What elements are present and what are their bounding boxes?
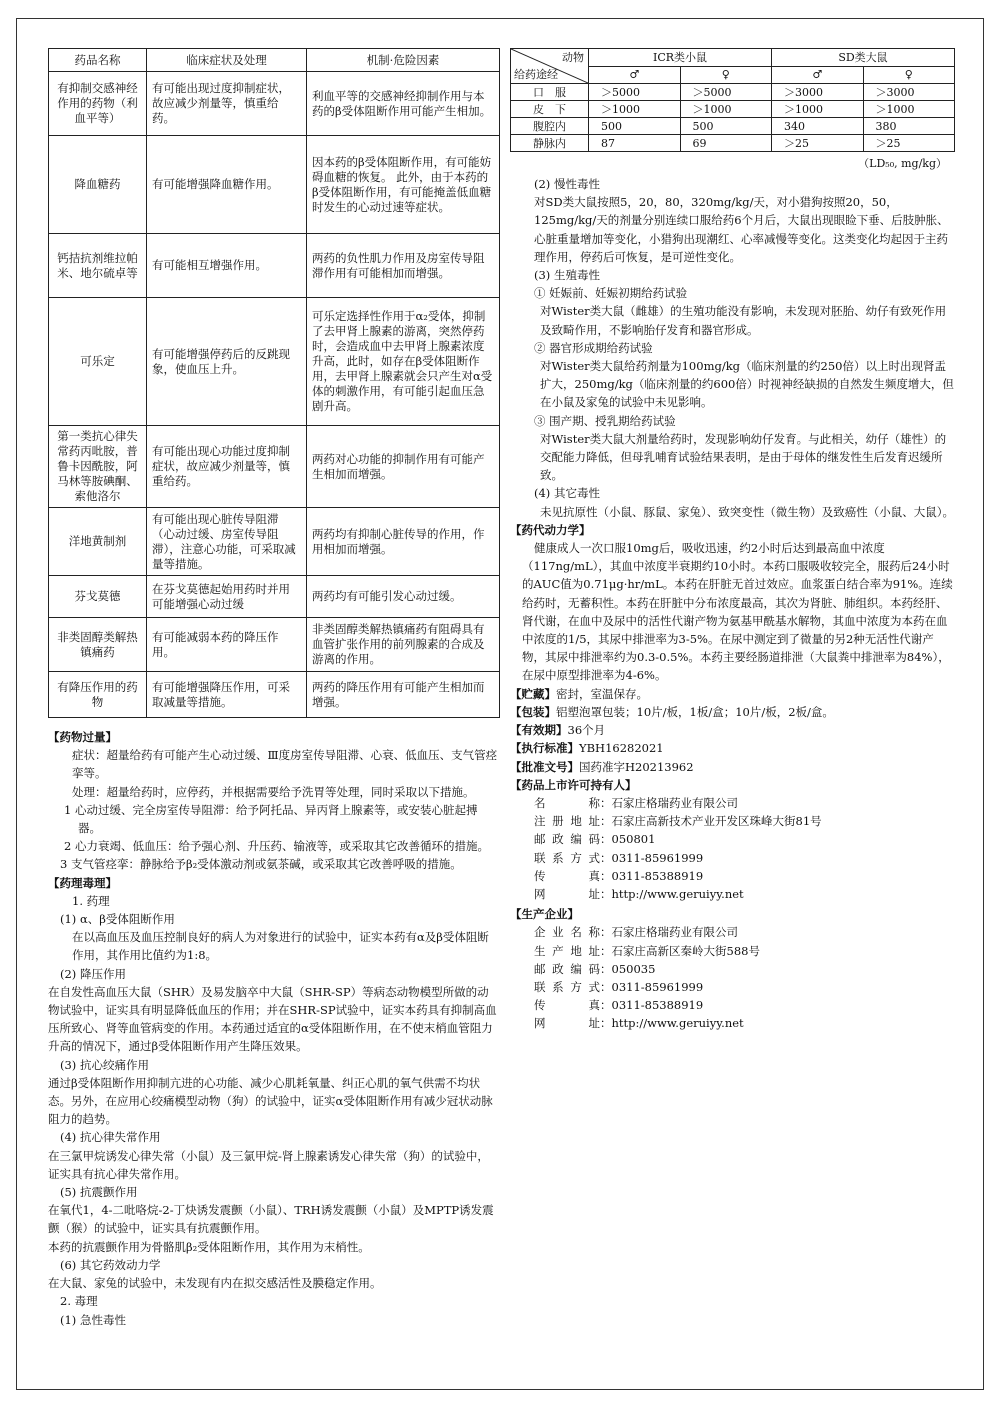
text-line: 对Wister类大鼠给药剂量为100mg/kg（临床剂量的约250倍）以上时出现肾盂扩大，250mg/kg（临床剂量的约600倍）时视神经缺损的自然发生频度增大，但在小鼠及家兔的试验中未见影响。 — [540, 359, 954, 410]
ld50-value-cell: ＞25 — [772, 135, 864, 152]
manufacturer-title: 【生产企业】 — [510, 907, 579, 922]
text-line: ① 妊娠前、妊娠初期给药试验 — [534, 286, 688, 301]
text-line: 1. 药理 — [72, 893, 110, 908]
info-row — [510, 812, 955, 830]
ld50-value-cell: ＞5000 — [589, 84, 681, 101]
ld50-value-cell: ＞25 — [863, 135, 955, 152]
drug-name-cell: 洋地黄制剂 — [49, 508, 147, 576]
info-colon: ： — [600, 998, 612, 1013]
storage-section — [510, 685, 955, 776]
text-line: (1) 急性毒性 — [60, 1312, 126, 1327]
manufacturer-section — [510, 905, 955, 1032]
drug-name-cell: 非类固醇类解热镇痛药 — [49, 618, 147, 672]
symptom-cell: 有可能出现心功能过度抑制症状，故应减少剂量等，慎重给药。 — [147, 426, 307, 508]
info-key: 邮政编码 — [534, 961, 600, 976]
symptom-cell: 有可能增强降血糖作用。 — [147, 136, 307, 234]
package-text: 铝塑泡罩包装；10片/板，1板/盒；10片/板，2板/盒。 — [556, 704, 834, 719]
interaction-row — [49, 234, 500, 298]
standard-title: 【执行标准】 — [510, 741, 579, 756]
mechanism-cell: 非类固醇类解热镇痛药有阻碍具有血管扩张作用的前列腺素的合成及游离的作用。 — [307, 618, 500, 672]
pk-text: 健康成人一次口服10mg后，吸收迅速，约2小时后达到最高血中浓度（117ng/mL），其血中浓度半衰期约10小时。本药口服吸收较完全，服药后24小时的AUC值为0.71μg·hr/mL。本药在肝脏无首过效应。血浆蛋白结合率为91%。连续给药时，无蓄积性。本药在肝脏中分布浓度最高，其次为肾脏、肺组织。本药经肝、肾代谢，在血中及尿中的活性代谢产物为氨基甲酰基水解物，其血中浓度为本药在血中浓度的1/5，其尿中排泄率为3-5%。在尿中测定到了微量的另2种无活性代谢产物，其尿中排泄率约为0.3-0.5%。本药主要经肠道排泄（大鼠粪中排泄率为84%），在尿中原型排泄率为4-6%。 — [522, 541, 953, 683]
info-colon: ： — [600, 943, 612, 958]
interaction-table — [48, 48, 500, 718]
mechanism-cell: 两药的负性肌力作用及房室传导阻滞作用有可能相加而增强。 — [307, 234, 500, 298]
info-row — [510, 978, 955, 996]
symptom-cell: 在芬戈莫德起始用药时并用可能增强心动过缓 — [147, 576, 307, 618]
info-key: 企业名称 — [534, 925, 600, 940]
interaction-row — [49, 618, 500, 672]
text-line: (2) 慢性毒性 — [534, 177, 600, 191]
info-row — [510, 960, 955, 978]
info-key: 邮政编码 — [534, 832, 600, 847]
toxicity-section — [510, 175, 955, 521]
info-row — [510, 794, 955, 812]
symptom-cell: 有可能减弱本药的降压作用。 — [147, 618, 307, 672]
ld50-sex-male: ♂ — [589, 66, 681, 84]
info-value: 050035 — [611, 961, 656, 976]
info-key: 传真 — [534, 868, 600, 883]
ld50-sex-male: ♂ — [772, 66, 864, 84]
info-value: 0311-85388919 — [611, 998, 704, 1013]
info-colon: ： — [600, 961, 612, 976]
ld50-animal-label: 动物 — [562, 51, 584, 64]
left-column — [48, 48, 500, 1329]
info-colon: ： — [600, 850, 612, 865]
info-colon: ： — [600, 886, 612, 901]
info-row — [510, 849, 955, 867]
info-row — [510, 942, 955, 960]
ld50-table — [510, 48, 955, 152]
ld50-value-cell: ＞1000 — [589, 101, 681, 118]
drug-name-cell: 降血糖药 — [49, 136, 147, 234]
ld50-route-cell: 静脉内 — [511, 135, 589, 152]
drug-name-cell: 有抑制交感神经作用的药物（利血平等） — [49, 72, 147, 136]
text-line: (6) 其它药效动力学 — [60, 1257, 161, 1272]
interaction-table-header — [49, 49, 500, 72]
drug-name-cell: 可乐定 — [49, 298, 147, 426]
header-mechanism: 机制·危险因素 — [307, 49, 500, 72]
text-line: (3) 抗心绞痛作用 — [60, 1057, 149, 1072]
mechanism-cell: 两药的降压作用有可能产生相加而增强。 — [307, 672, 500, 718]
storage-text: 密封，室温保存。 — [556, 686, 648, 701]
interaction-row — [49, 508, 500, 576]
mechanism-cell: 因本药的β受体阻断作用，有可能妨碍血糖的恢复。 此外，由于本药的β受体阻断作用，有可能掩盖低血糖时发生的心动过速等症状。 — [307, 136, 500, 234]
storage-title: 【贮藏】 — [510, 686, 556, 701]
symptom-cell: 有可能出现心脏传导阻滞（心动过缓、房室传导阻滞），注意心功能，可采取减量等措施。 — [147, 508, 307, 576]
info-key: 传真 — [534, 998, 600, 1013]
text-line: 在三氯甲烷诱发心律失常（小鼠）及三氯甲烷-肾上腺素诱发心律失常（狗）的试验中，证实具有抗心律失常作用。 — [48, 1148, 489, 1181]
info-row — [510, 885, 955, 903]
ld50-route-cell: 口 服 — [511, 84, 589, 101]
text-line: 2 心力衰竭、低血压：给予强心剂、升压药、输液等，或采取其它改善循环的措施。 — [64, 839, 489, 854]
ld50-value-cell: ＞1000 — [772, 101, 864, 118]
symptom-cell: 有可能相互增强作用。 — [147, 234, 307, 298]
mechanism-cell: 两药均有抑制心脏传导的作用，作用相加而增强。 — [307, 508, 500, 576]
ld50-value-cell: ＞5000 — [680, 84, 772, 101]
overdose-section — [48, 728, 500, 874]
ld50-route-cell: 腹腔内 — [511, 118, 589, 135]
ld50-value-cell: 69 — [680, 135, 772, 152]
info-value: http://www.geruiyy.net — [611, 1016, 744, 1031]
mechanism-cell: 可乐定选择性作用于α₂受体，抑制了去甲肾上腺素的游离，突然停药时，会造成血中去甲肾上腺素浓度升高，此时，如存在β受体阻断作用，去甲肾上腺素就会只产生对α受体的刺激作用，有可能引起血压急剧升高。 — [307, 298, 500, 426]
approval-text: 国药准字H20213962 — [579, 759, 694, 774]
text-line: ③ 围产期、授乳期给药试验 — [534, 413, 676, 428]
text-line: 3 支气管痉挛：静脉给予β₂受体激动剂或氨茶碱，或采取其它改善呼吸的措施。 — [60, 857, 462, 872]
info-row — [510, 923, 955, 941]
mechanism-cell: 两药均有可能引发心动过缓。 — [307, 576, 500, 618]
text-line: 症状：超量给药有可能产生心动过缓、Ⅲ度房室传导阻滞、心衰、低血压、支气管痉挛等。 — [72, 748, 498, 781]
standard-text: YBH16282021 — [579, 741, 664, 756]
info-colon: ： — [600, 925, 612, 940]
info-key: 联系方式 — [534, 850, 600, 865]
info-value: 石家庄格瑞药业有限公司 — [611, 795, 738, 810]
pharmacology-section — [48, 874, 500, 1329]
info-row — [510, 1014, 955, 1032]
holder-title: 【药品上市许可持有人】 — [510, 777, 637, 792]
ld50-row — [511, 84, 955, 101]
info-value: 石家庄格瑞药业有限公司 — [611, 925, 738, 940]
pk-title: 【药代动力学】 — [510, 522, 591, 537]
ld50-species-mouse: ICR类小鼠 — [589, 49, 772, 67]
info-value: http://www.geruiyy.net — [611, 886, 744, 901]
ld50-value-cell: 340 — [772, 118, 864, 135]
interaction-row — [49, 298, 500, 426]
info-key: 网址 — [534, 886, 600, 901]
ld50-species-rat: SD类大鼠 — [772, 49, 955, 67]
info-value: 石家庄高新区秦岭大街588号 — [611, 943, 760, 958]
info-key: 生产地址 — [534, 943, 600, 958]
info-value: 050801 — [611, 832, 656, 847]
ld50-value-cell: ＞3000 — [863, 84, 955, 101]
ld50-value-cell: 87 — [589, 135, 681, 152]
drug-name-cell: 第一类抗心律失常药丙吡胺，普鲁卡因酰胺，阿马林等胺碘酮、索他洛尔 — [49, 426, 147, 508]
info-value: 0311-85961999 — [611, 850, 704, 865]
text-line: 1 心动过缓、完全房室传导阻滞：给予阿托品、异丙肾上腺素等，或安装心脏起搏器。 — [64, 802, 478, 836]
interaction-row — [49, 426, 500, 508]
info-key: 联系方式 — [534, 979, 600, 994]
interaction-row — [49, 136, 500, 234]
ld50-row — [511, 101, 955, 118]
text-line: (1) α、β受体阻断作用 — [60, 912, 175, 927]
text-line: 对Wister类大鼠（雌雄）的生殖功能没有影响，未发现对胚胎、幼仔有致死作用及致畸作用，不影响胎仔发育和器官形成。 — [540, 304, 947, 337]
ld50-value-cell: 500 — [589, 118, 681, 135]
header-symptom: 临床症状及处理 — [147, 49, 307, 72]
text-line: 在自发性高血压大鼠（SHR）及易发脑卒中大鼠（SHR-SP）等病态动物模型所做的动物试验中，证实具有明显降低血压的作用；并在SHR-SP试验中，证实本药具有抑制高血压所致心、肾等血管病变的作用。本药通过适宜的α受体阻断作用，在不使末梢血管阻力升高的情况下，通过β受体阻断作用产生降压效果。 — [48, 984, 497, 1054]
symptom-cell: 有可能增强降压作用，可采取减量等措施。 — [147, 672, 307, 718]
text-line: 2. 毒理 — [60, 1294, 98, 1309]
text-line: (5) 抗震颤作用 — [60, 1185, 138, 1200]
info-value: 0311-85388919 — [611, 868, 704, 883]
info-key: 网址 — [534, 1016, 600, 1031]
validity-title: 【有效期】 — [510, 723, 568, 738]
overdose-title: 【药物过量】 — [48, 730, 117, 744]
info-colon: ： — [600, 795, 612, 810]
text-line: 在大鼠、家兔的试验中，未发现有内在拟交感活性及膜稳定作用。 — [48, 1276, 382, 1291]
ld50-route-label: 给药途经 — [514, 68, 558, 81]
info-colon: ： — [600, 1016, 612, 1031]
pk-section — [510, 521, 955, 685]
symptom-cell: 有可能出现过度抑制症状，故应减少剂量等，慎重给药。 — [147, 72, 307, 136]
package-title: 【包装】 — [510, 704, 556, 719]
mechanism-cell: 两药对心功能的抑制作用有可能产生相加而增强。 — [307, 426, 500, 508]
text-line: (4) 其它毒性 — [534, 486, 600, 501]
drug-name-cell: 钙拮抗剂维拉帕米、地尔硫卓等 — [49, 234, 147, 298]
text-line: (3) 生殖毒性 — [534, 268, 600, 283]
ld50-row — [511, 135, 955, 152]
text-line: 处理：超量给药时，应停药，并根据需要给予洗胃等处理，同时采取以下措施。 — [72, 784, 475, 799]
ld50-value-cell: 380 — [863, 118, 955, 135]
text-line: (4) 抗心律失常作用 — [60, 1130, 161, 1145]
info-key: 名称 — [534, 795, 600, 810]
ld50-route-cell: 皮 下 — [511, 101, 589, 118]
ld50-value-cell: ＞1000 — [680, 101, 772, 118]
info-colon: ： — [600, 868, 612, 883]
ld50-value-cell: ＞3000 — [772, 84, 864, 101]
right-column — [510, 48, 955, 1033]
pharmacology-title: 【药理毒理】 — [48, 875, 117, 890]
ld50-row — [511, 118, 955, 135]
text-line: 本药的抗震颤作用为骨骼肌β₂受体阻断作用，其作用为末梢性。 — [48, 1239, 370, 1254]
text-line: 未见抗原性（小鼠、豚鼠、家兔）、致突变性（微生物）及致癌性（小鼠、大鼠）。 — [540, 504, 954, 519]
header-drug-name: 药品名称 — [49, 49, 147, 72]
info-colon: ： — [600, 814, 612, 829]
text-line: 通过β受体阻断作用抑制亢进的心功能、减少心肌耗氧量、纠正心肌的氧气供需不均状态。另外，在应用心绞痛模型动物（狗）的试验中，证实α受体阻断作用有减少冠状动脉阻力的趋势。 — [48, 1075, 493, 1127]
symptom-cell: 有可能增强停药后的反跳现象，使血压上升。 — [147, 298, 307, 426]
approval-title: 【批准文号】 — [510, 759, 579, 774]
text-line: 对Wister类大鼠大剂量给药时，发现影响幼仔发育。与此相关，幼仔（雄性）的交配能力降低，但母乳哺育试验结果表明，是由于母体的继发性生后发育迟缓所致。 — [540, 431, 947, 483]
info-value: 石家庄高新技术产业开发区珠峰大街81号 — [611, 814, 822, 829]
info-row — [510, 867, 955, 885]
mechanism-cell: 利血平等的交感神经抑制作用与本药的β受体阻断作用可能产生相加。 — [307, 72, 500, 136]
text-line: 在氧代1，4-二吡咯烷-2-丁炔诱发震颤（小鼠）、TRH诱发震颤（小鼠）及MPTP诱发震颤（猴）的试验中，证实具有抗震颤作用。 — [48, 1203, 494, 1236]
info-colon: ： — [600, 832, 612, 847]
ld50-unit-note: （LD₅₀, mg/kg） — [858, 157, 947, 170]
ld50-corner-cell — [511, 49, 589, 84]
info-key: 注册地址 — [534, 814, 600, 829]
info-value: 0311-85961999 — [611, 979, 704, 994]
interaction-row — [49, 576, 500, 618]
ld50-sex-female: ♀ — [680, 66, 772, 84]
holder-section — [510, 776, 955, 903]
text-line: 对SD类大鼠按照5，20，80，320mg/kg/天，对小猎狗按照20，50，125mg/kg/天的剂量分别连续口服给药6个月后，大鼠出现眼睑下垂、后肢肿胀、心脏重量增加等变化，小猎狗出现潮红、心率减慢等变化。这类变化均起因于主药理作用，停药后可恢复，是可逆性变化。 — [534, 195, 949, 264]
info-colon: ： — [600, 979, 612, 994]
ld50-value-cell: 500 — [680, 118, 772, 135]
interaction-row — [49, 72, 500, 136]
text-line: (2) 降压作用 — [60, 966, 126, 981]
info-row — [510, 830, 955, 848]
drug-name-cell: 芬戈莫德 — [49, 576, 147, 618]
text-line: ② 器官形成期给药试验 — [534, 340, 653, 355]
text-line: 在以高血压及血压控制良好的病人为对象进行的试验中，证实本药有α及β受体阻断作用，其作用比值约为1:8。 — [72, 930, 489, 963]
interaction-row — [49, 672, 500, 718]
info-row — [510, 996, 955, 1014]
validity-text: 36个月 — [567, 723, 606, 738]
drug-name-cell: 有降压作用的药物 — [49, 672, 147, 718]
ld50-value-cell: ＞1000 — [863, 101, 955, 118]
ld50-sex-female: ♀ — [863, 66, 955, 84]
